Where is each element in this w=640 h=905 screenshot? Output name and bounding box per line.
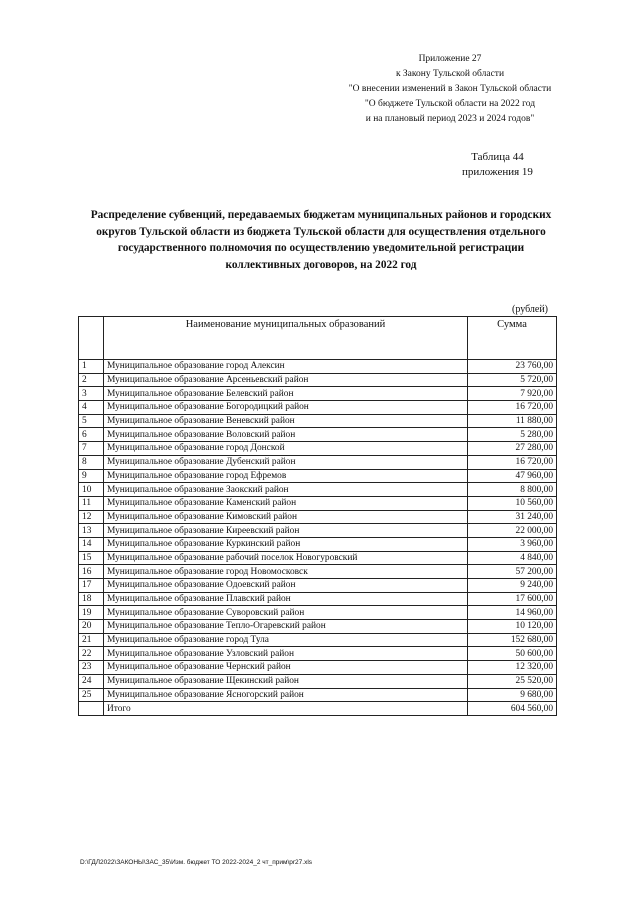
table-row (79, 428, 557, 442)
row-number: 1 (79, 360, 104, 374)
appendix-line: "О бюджете Тульской области на 2022 год (364, 99, 536, 109)
row-name: Муниципальное образование Каменский район (104, 496, 468, 510)
table-row (79, 606, 557, 620)
appendix-block (340, 52, 560, 127)
subvention-table (78, 316, 557, 716)
table-row (79, 360, 557, 374)
row-number: 15 (79, 551, 104, 565)
document-title: Распределение субвенций, передаваемых бюджетам муниципальных районов и городских округов Тульской области из бюджета Тульской области для осуществления отдельного государственного полномочия по осуществлению уведомительной регистрации коллективных договоров, на 2022 год (90, 209, 552, 271)
table-row (79, 633, 557, 647)
table-row (79, 510, 557, 524)
row-number: 19 (79, 606, 104, 620)
row-sum: 25 520,00 (468, 674, 557, 688)
row-number: 5 (79, 414, 104, 428)
total-row (79, 702, 557, 716)
row-name: Муниципальное образование Веневский район (104, 414, 468, 428)
table-row (79, 579, 557, 593)
row-name: Муниципальное образование город Новомосковск (104, 565, 468, 579)
row-name: Муниципальное образование Чернский район (104, 661, 468, 675)
table-row (79, 647, 557, 661)
row-sum: 10 120,00 (468, 620, 557, 634)
table-row (79, 496, 557, 510)
row-number: 9 (79, 469, 104, 483)
row-name: Муниципальное образование Плавский район (104, 592, 468, 606)
row-name: Муниципальное образование Щекинский район (104, 674, 468, 688)
row-number: 16 (79, 565, 104, 579)
row-sum: 27 280,00 (468, 442, 557, 456)
row-number: 6 (79, 428, 104, 442)
table-row (79, 401, 557, 415)
header-number (79, 317, 104, 360)
table-row (79, 455, 557, 469)
row-sum: 31 240,00 (468, 510, 557, 524)
row-number: 11 (79, 496, 104, 510)
row-name: Муниципальное образование Дубенский район (104, 455, 468, 469)
table-header-row (79, 317, 557, 360)
row-sum: 4 840,00 (468, 551, 557, 565)
row-sum: 11 880,00 (468, 414, 557, 428)
file-path: D:\ГДЛ2022\ЗАКОНЫ\ЗАС_35\Изм. бюджет ТО 2022-2024_2 чт_прим\pr27.xls (80, 859, 313, 866)
table-row (79, 565, 557, 579)
table-row (79, 537, 557, 551)
row-name: Муниципальное образование Куркинский район (104, 537, 468, 551)
table-ref-line: Таблица 44 (471, 151, 524, 163)
row-name: Муниципальное образование Одоевский район (104, 579, 468, 593)
row-number: 25 (79, 688, 104, 702)
row-name: Муниципальное образование город Тула (104, 633, 468, 647)
table-row (79, 373, 557, 387)
row-sum: 3 960,00 (468, 537, 557, 551)
row-sum: 23 760,00 (468, 360, 557, 374)
row-number: 18 (79, 592, 104, 606)
row-number: 17 (79, 579, 104, 593)
table-row (79, 688, 557, 702)
total-number (79, 702, 104, 716)
table-row (79, 387, 557, 401)
row-sum: 22 000,00 (468, 524, 557, 538)
row-sum: 7 920,00 (468, 387, 557, 401)
row-sum: 10 560,00 (468, 496, 557, 510)
total-label: Итого (104, 702, 468, 716)
row-name: Муниципальное образование Тепло-Огаревский район (104, 620, 468, 634)
table-body (79, 360, 557, 716)
table-ref-line: приложения 19 (462, 166, 533, 178)
table-row (79, 674, 557, 688)
row-name: Муниципальное образование Суворовский район (104, 606, 468, 620)
row-number: 12 (79, 510, 104, 524)
row-number: 4 (79, 401, 104, 415)
row-sum: 5 720,00 (468, 373, 557, 387)
row-number: 8 (79, 455, 104, 469)
row-number: 2 (79, 373, 104, 387)
appendix-line: и на плановый период 2023 и 2024 годов" (365, 114, 535, 124)
row-name: Муниципальное образование Воловский район (104, 428, 468, 442)
row-name: Муниципальное образование Киреевский район (104, 524, 468, 538)
total-sum: 604 560,00 (468, 702, 557, 716)
row-name: Муниципальное образование Белевский район (104, 387, 468, 401)
table-row (79, 469, 557, 483)
table-row (79, 620, 557, 634)
row-name: Муниципальное образование Узловский район (104, 647, 468, 661)
row-number: 24 (79, 674, 104, 688)
row-number: 22 (79, 647, 104, 661)
row-sum: 17 600,00 (468, 592, 557, 606)
row-sum: 152 680,00 (468, 633, 557, 647)
row-sum: 8 800,00 (468, 483, 557, 497)
row-number: 3 (79, 387, 104, 401)
table-row (79, 661, 557, 675)
table-row (79, 414, 557, 428)
row-name: Муниципальное образование город Алексин (104, 360, 468, 374)
row-name: Муниципальное образование Заокский район (104, 483, 468, 497)
row-number: 7 (79, 442, 104, 456)
table-row (79, 551, 557, 565)
row-name: Муниципальное образование рабочий поселок Новогуровский (104, 551, 468, 565)
row-sum: 9 240,00 (468, 579, 557, 593)
row-name: Муниципальное образование Кимовский район (104, 510, 468, 524)
table-row (79, 524, 557, 538)
row-sum: 47 960,00 (468, 469, 557, 483)
row-number: 14 (79, 537, 104, 551)
header-name: Наименование муниципальных образований (104, 317, 468, 360)
row-number: 20 (79, 620, 104, 634)
row-name: Муниципальное образование Ясногорский район (104, 688, 468, 702)
row-sum: 50 600,00 (468, 647, 557, 661)
table-row (79, 592, 557, 606)
row-sum: 12 320,00 (468, 661, 557, 675)
appendix-line: к Закону Тульской области (395, 69, 505, 79)
table-reference (462, 150, 533, 180)
row-sum: 9 680,00 (468, 688, 557, 702)
row-number: 13 (79, 524, 104, 538)
appendix-line: Приложение 27 (418, 54, 482, 64)
row-sum: 16 720,00 (468, 401, 557, 415)
row-name: Муниципальное образование Богородицкий район (104, 401, 468, 415)
row-name: Муниципальное образование город Донской (104, 442, 468, 456)
row-name: Муниципальное образование Арсеньевский район (104, 373, 468, 387)
row-number: 10 (79, 483, 104, 497)
row-name: Муниципальное образование город Ефремов (104, 469, 468, 483)
appendix-line: "О внесении изменений в Закон Тульской области (348, 84, 552, 94)
units-label: (рублей) (512, 304, 549, 315)
table-row (79, 483, 557, 497)
row-number: 21 (79, 633, 104, 647)
row-sum: 14 960,00 (468, 606, 557, 620)
row-sum: 16 720,00 (468, 455, 557, 469)
header-sum: Сумма (468, 317, 557, 360)
row-sum: 57 200,00 (468, 565, 557, 579)
row-number: 23 (79, 661, 104, 675)
table-row (79, 442, 557, 456)
row-sum: 5 280,00 (468, 428, 557, 442)
